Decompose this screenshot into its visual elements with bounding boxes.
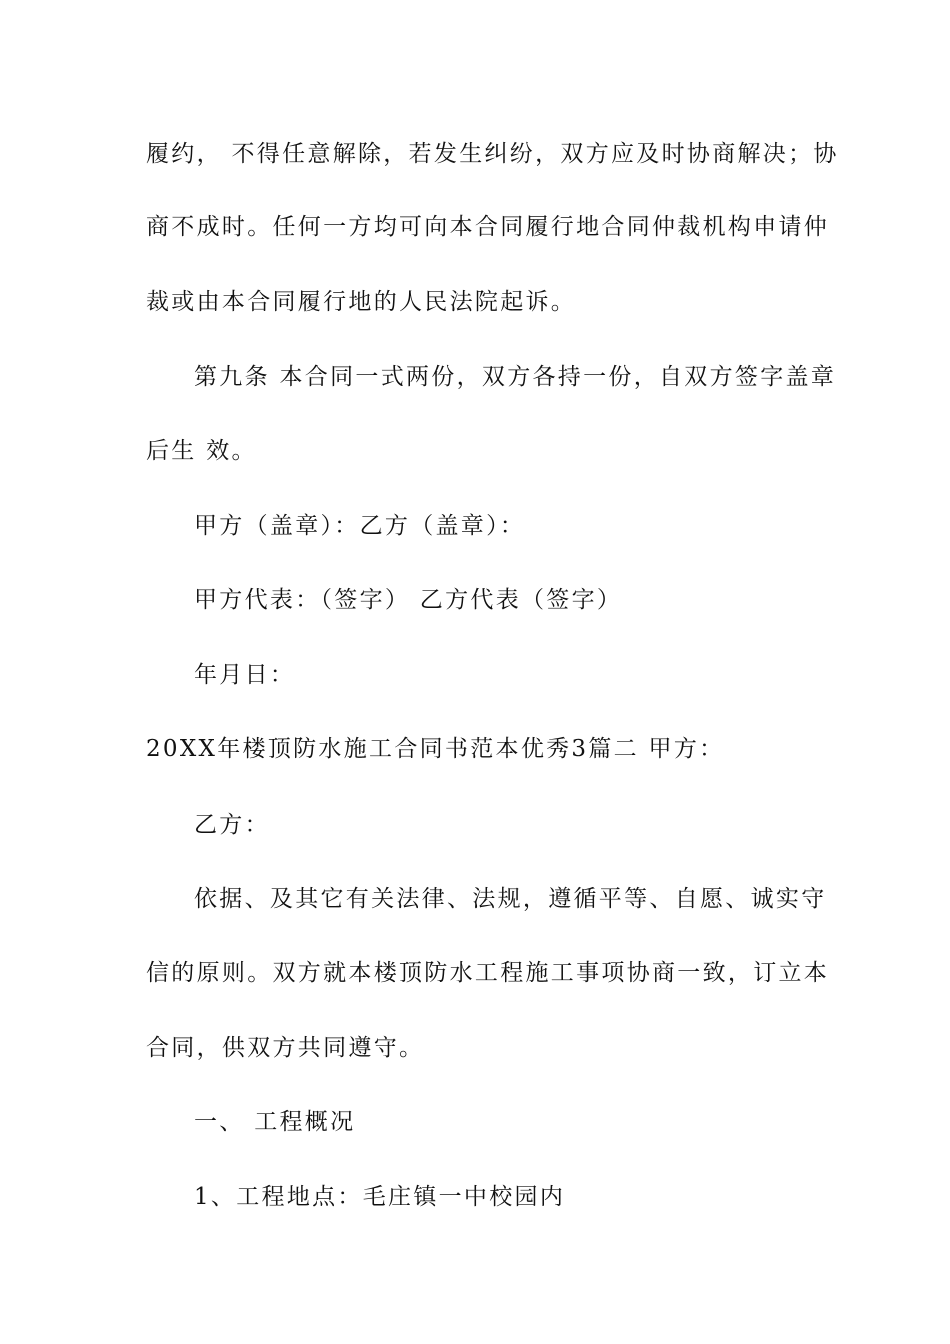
date-line: 年月日： <box>194 662 296 688</box>
text-line: 合同，供双方共同遵守。 <box>146 1035 425 1061</box>
text-line: 商不成时。任何一方均可向本合同履行地合同仲裁机构申请仲 <box>146 214 830 240</box>
text-line: 依据、及其它有关法律、法规，遵循平等、自愿、诚实守 <box>194 886 827 912</box>
section-heading: 一、 工程概况 <box>194 1109 356 1135</box>
party-b-label: 乙方： <box>194 812 270 838</box>
text-line: 履约， 不得任意解除，若发生纠纷，双方应及时协商解决；协 <box>146 141 839 167</box>
list-item: 1、工程地点：毛庄镇一中校园内 <box>194 1184 566 1210</box>
signature-line: 甲方代表：（签字） 乙方代表（签字） <box>194 587 623 613</box>
text-line: 裁或由本合同履行地的人民法院起诉。 <box>146 289 577 315</box>
section-title: 20XX年楼顶防水施工合同书范本优秀3篇二 甲方： <box>146 736 725 762</box>
article-nine-heading: 第九条 本合同一式两份，双方各持一份，自双方签字盖章 <box>194 364 837 390</box>
text-line: 后生 效。 <box>146 438 257 464</box>
seal-line: 甲方（盖章）：乙方（盖章）： <box>194 513 526 539</box>
text-line: 信的原则。双方就本楼顶防水工程施工事项协商一致，订立本 <box>146 960 830 986</box>
